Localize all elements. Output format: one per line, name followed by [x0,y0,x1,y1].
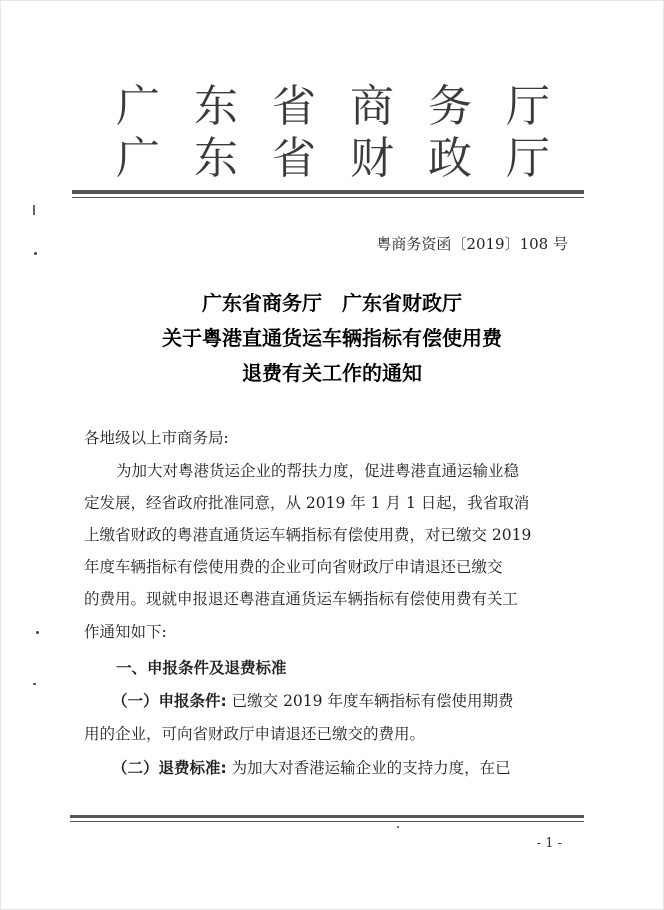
item-2-label: （二）退费标准: [112,759,227,777]
footer-rule-thick [70,815,584,818]
letterhead-char: 省 [272,133,316,184]
salutation: 各地级以上市商务局: [84,429,229,447]
item-2-text: 为加大对香港运输企业的支持力度，在已 [231,759,511,777]
paragraph-line: 定发展，经省政府批准同意，从 2019 年 1 月 1 日起，我省取消 [84,494,530,512]
letterhead-char: 商 [350,81,394,132]
paragraph-line: 年度车辆指标有偿使用费的企业可向省财政厅申请退还已缴交 [84,558,503,576]
scan-mark [33,683,36,685]
item-2 [112,756,612,778]
page-number: - 1 - [536,836,562,851]
letterhead-char: 财 [350,133,394,184]
scan-mark [36,631,39,634]
document-number: 粤商务资函〔2019〕108 号 [376,235,568,253]
item-1-label: （一）申报条件: [112,692,227,710]
item-1-text: 已缴交 2019 年度车辆指标有偿使用期费 [231,692,514,710]
title-line-2: 关于粤港直通货运车辆指标有偿使用费 [162,326,502,350]
footer-rule-thin [70,821,584,822]
paragraph-line: 作通知如下: [84,623,167,641]
letterhead-char: 广 [116,133,160,184]
item-1-continuation: 用的企业，可向省财政厅申请退还已缴交的费用。 [84,725,426,743]
letterhead-char: 务 [428,81,472,132]
title-line-3: 退费有关工作的通知 [242,361,422,385]
letterhead-char: 东 [194,133,238,184]
item-1 [112,689,612,711]
letterhead-char: 省 [272,81,316,132]
letterhead-char: 厅 [506,81,550,132]
section-heading: 一、申报条件及退费标准 [116,659,287,677]
letterhead-char: 政 [428,133,472,184]
letterhead-char: 厅 [506,133,550,184]
scan-mark [34,252,37,255]
title-line-1: 广东省商务厅 广东省财政厅 [202,291,462,315]
paragraph-line: 的费用。现就申报退还粤港直通货运车辆指标有偿使用费有关工 [84,590,519,608]
scan-mark [397,826,399,828]
letterhead-char: 东 [194,81,238,132]
header-rule-thick [72,190,584,194]
paragraph-line: 为加大对粤港货运企业的帮扶力度，促进粤港直通运输业稳 [116,462,520,480]
paragraph-line: 上缴省财政的粤港直通货运车辆指标有偿使用费，对已缴交 2019 [84,526,532,544]
letterhead-char: 广 [116,81,160,132]
header-rule-thin [72,197,584,198]
scan-mark [33,205,35,215]
